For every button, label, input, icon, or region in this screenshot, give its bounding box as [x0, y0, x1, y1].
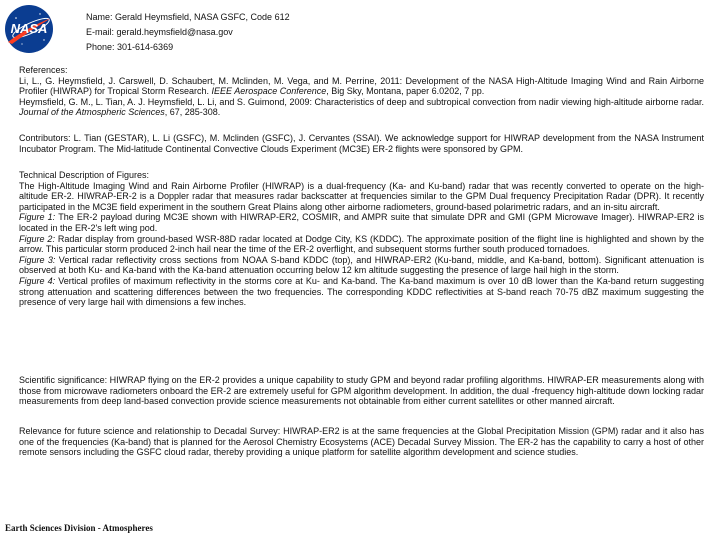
reference-2 [19, 97, 704, 118]
relevance-text: Relevance for future science and relationship to Decadal Survey: HIWRAP-ER2 is at the same frequencies at the Global Precipitation Mission (GPM) radar and it also has one of the frequencies (Ka-band) that is planned for the Aerosol Chemistry Ecosystems (ACE) Decadal Survey Mission. The ER-2 has the capability to carry a host of other remote sensors including the GSFC cloud radar, thereby providing a unique platform for satellite algorithm development and science studies. [19, 426, 704, 458]
figure-label: Figure 4: [19, 275, 56, 286]
figure-3-caption [19, 255, 704, 276]
figure-text: Radar display from ground-based WSR-88D radar located at Dodge City, KS (KDDC). The approximate position of the flight line is highlighted and shown by the arrow. This particular storm produced 2-inch hail near the time of the ER-2 overflight, and subsequent storms further south produced tornadoes. [19, 233, 704, 255]
references-heading: References: [19, 65, 68, 75]
ref-text: Heymsfield, G. M., L. Tian, A. J. Heymsfield, L. Li, and S. Guimond, 2009: Characteristics of deep and subtropical convection from nadir viewing high-altitude airborne radar. [19, 96, 704, 107]
ref-text: Li, L., G. Heymsfield, J. Carswell, D. Schaubert, M. Mclinden, M. Vega, and M. Perrine, 2011: Development of the NASA High-Altitude Imaging Wind and Rain Airborne Profiler (HIWRAP) for Tropical Storm Research. [19, 75, 704, 97]
contact-phone: Phone: 301-614-6369 [86, 42, 174, 52]
figure-text: Vertical profiles of maximum reflectivity in the storms core at Ku- and Ka-band. The Ka-band maximum is over 10 dB lower than the Ka-band return suggesting strong attenuation and scattering differences between the two frequencies. The corresponding KDDC reflectivities at S-band reach 70-75 dBZ maximum suggesting the presence of very large hail with dimensions a few inches. [19, 275, 704, 308]
figure-1-caption [19, 212, 704, 233]
ref-text: , 67, 285-308. [164, 107, 221, 118]
contributors-section [19, 133, 704, 154]
relevance-section [19, 426, 704, 458]
figure-label: Figure 3: [19, 254, 56, 265]
contact-email: E-mail: gerald.heymsfield@nasa.gov [86, 27, 233, 37]
technical-intro: The High-Altitude Imaging Wind and Rain Airborne Profiler (HIWRAP) is a dual-frequency (Ka- and Ku-band) radar that was recently converted to operate on the high-altitude ER-2. HIWRAP-ER-2 is a Doppler radar that measures radar backscatter at frequencies similar to the GPM Dual frequency Precipitation Radar (DPR). It recently participated in the MC3E field experiment in the southern Great Plains along other airborne radiometers, ground-based polarimetric radars, and an in-situ aircraft. [19, 180, 704, 212]
reference-1 [19, 76, 704, 97]
figure-text: Vertical radar reflectivity cross sections from NOAA S-band KDDC (top), and HIWRAP-ER2 (Ku-band, middle, and Ka-band, bottom). Significant attenuation is observed at both Ku- and Ka-band with the Ka-band attenuation occurring below 12 km altitude suggesting the presence of large hail high in the storm. [19, 254, 704, 276]
ref-text: , Big Sky, Montana, paper 6.0202, 7 pp. [326, 86, 485, 97]
figure-label: Figure 2: [19, 233, 55, 244]
svg-text:NASA: NASA [10, 21, 48, 36]
ref-journal: IEEE Aerospace Conference [211, 86, 327, 97]
significance-text: Scientific significance: HIWRAP flying on the ER-2 provides a unique capability to study GPM and beyond radar profiling algorithms. HIWRAP-ER measurements along with those from microwave radiometers onboard the ER-2 are extremely useful for GPM algorithm development. In addition, the dual -frequency high-altitude down locking radar measurements from deep land-based convection provide science measurements not obtainable from either current satellites or other manned aircraft. [19, 375, 704, 407]
footer-division: Earth Sciences Division - Atmospheres [5, 523, 153, 533]
ref-journal: Journal of the Atmospheric Sciences [19, 107, 165, 118]
contact-name: Name: Gerald Heymsfield, NASA GSFC, Code 612 [86, 12, 290, 22]
contributors-text: Contributors: L. Tian (GESTAR), L. Li (GSFC), M. Mclinden (GSFC), J. Cervantes (SSAI). We acknowledge support for HIWRAP development from the NASA Instrument Incubator Program. The Mid-latitude Continental Convective Clouds Experiment (MC3E) ER-2 flights were sponsored by GPM. [19, 133, 704, 154]
technical-section [19, 170, 704, 308]
figure-text: The ER-2 payload during MC3E shown with HIWRAP-ER2, COSMIR, and AMPR suite that simulate DPR and GMI (GPM Microwave Imager). HIWRAP-ER2 is located in the ER-2's left wing pod. [19, 212, 704, 233]
significance-section [19, 375, 704, 407]
references-section [19, 65, 704, 118]
figure-label: Figure 1: [19, 212, 56, 223]
contact-info [86, 10, 290, 55]
technical-heading: Technical Description of Figures: [19, 170, 150, 180]
nasa-logo [4, 4, 54, 54]
figure-4-caption [19, 276, 704, 308]
figure-2-caption [19, 234, 704, 255]
